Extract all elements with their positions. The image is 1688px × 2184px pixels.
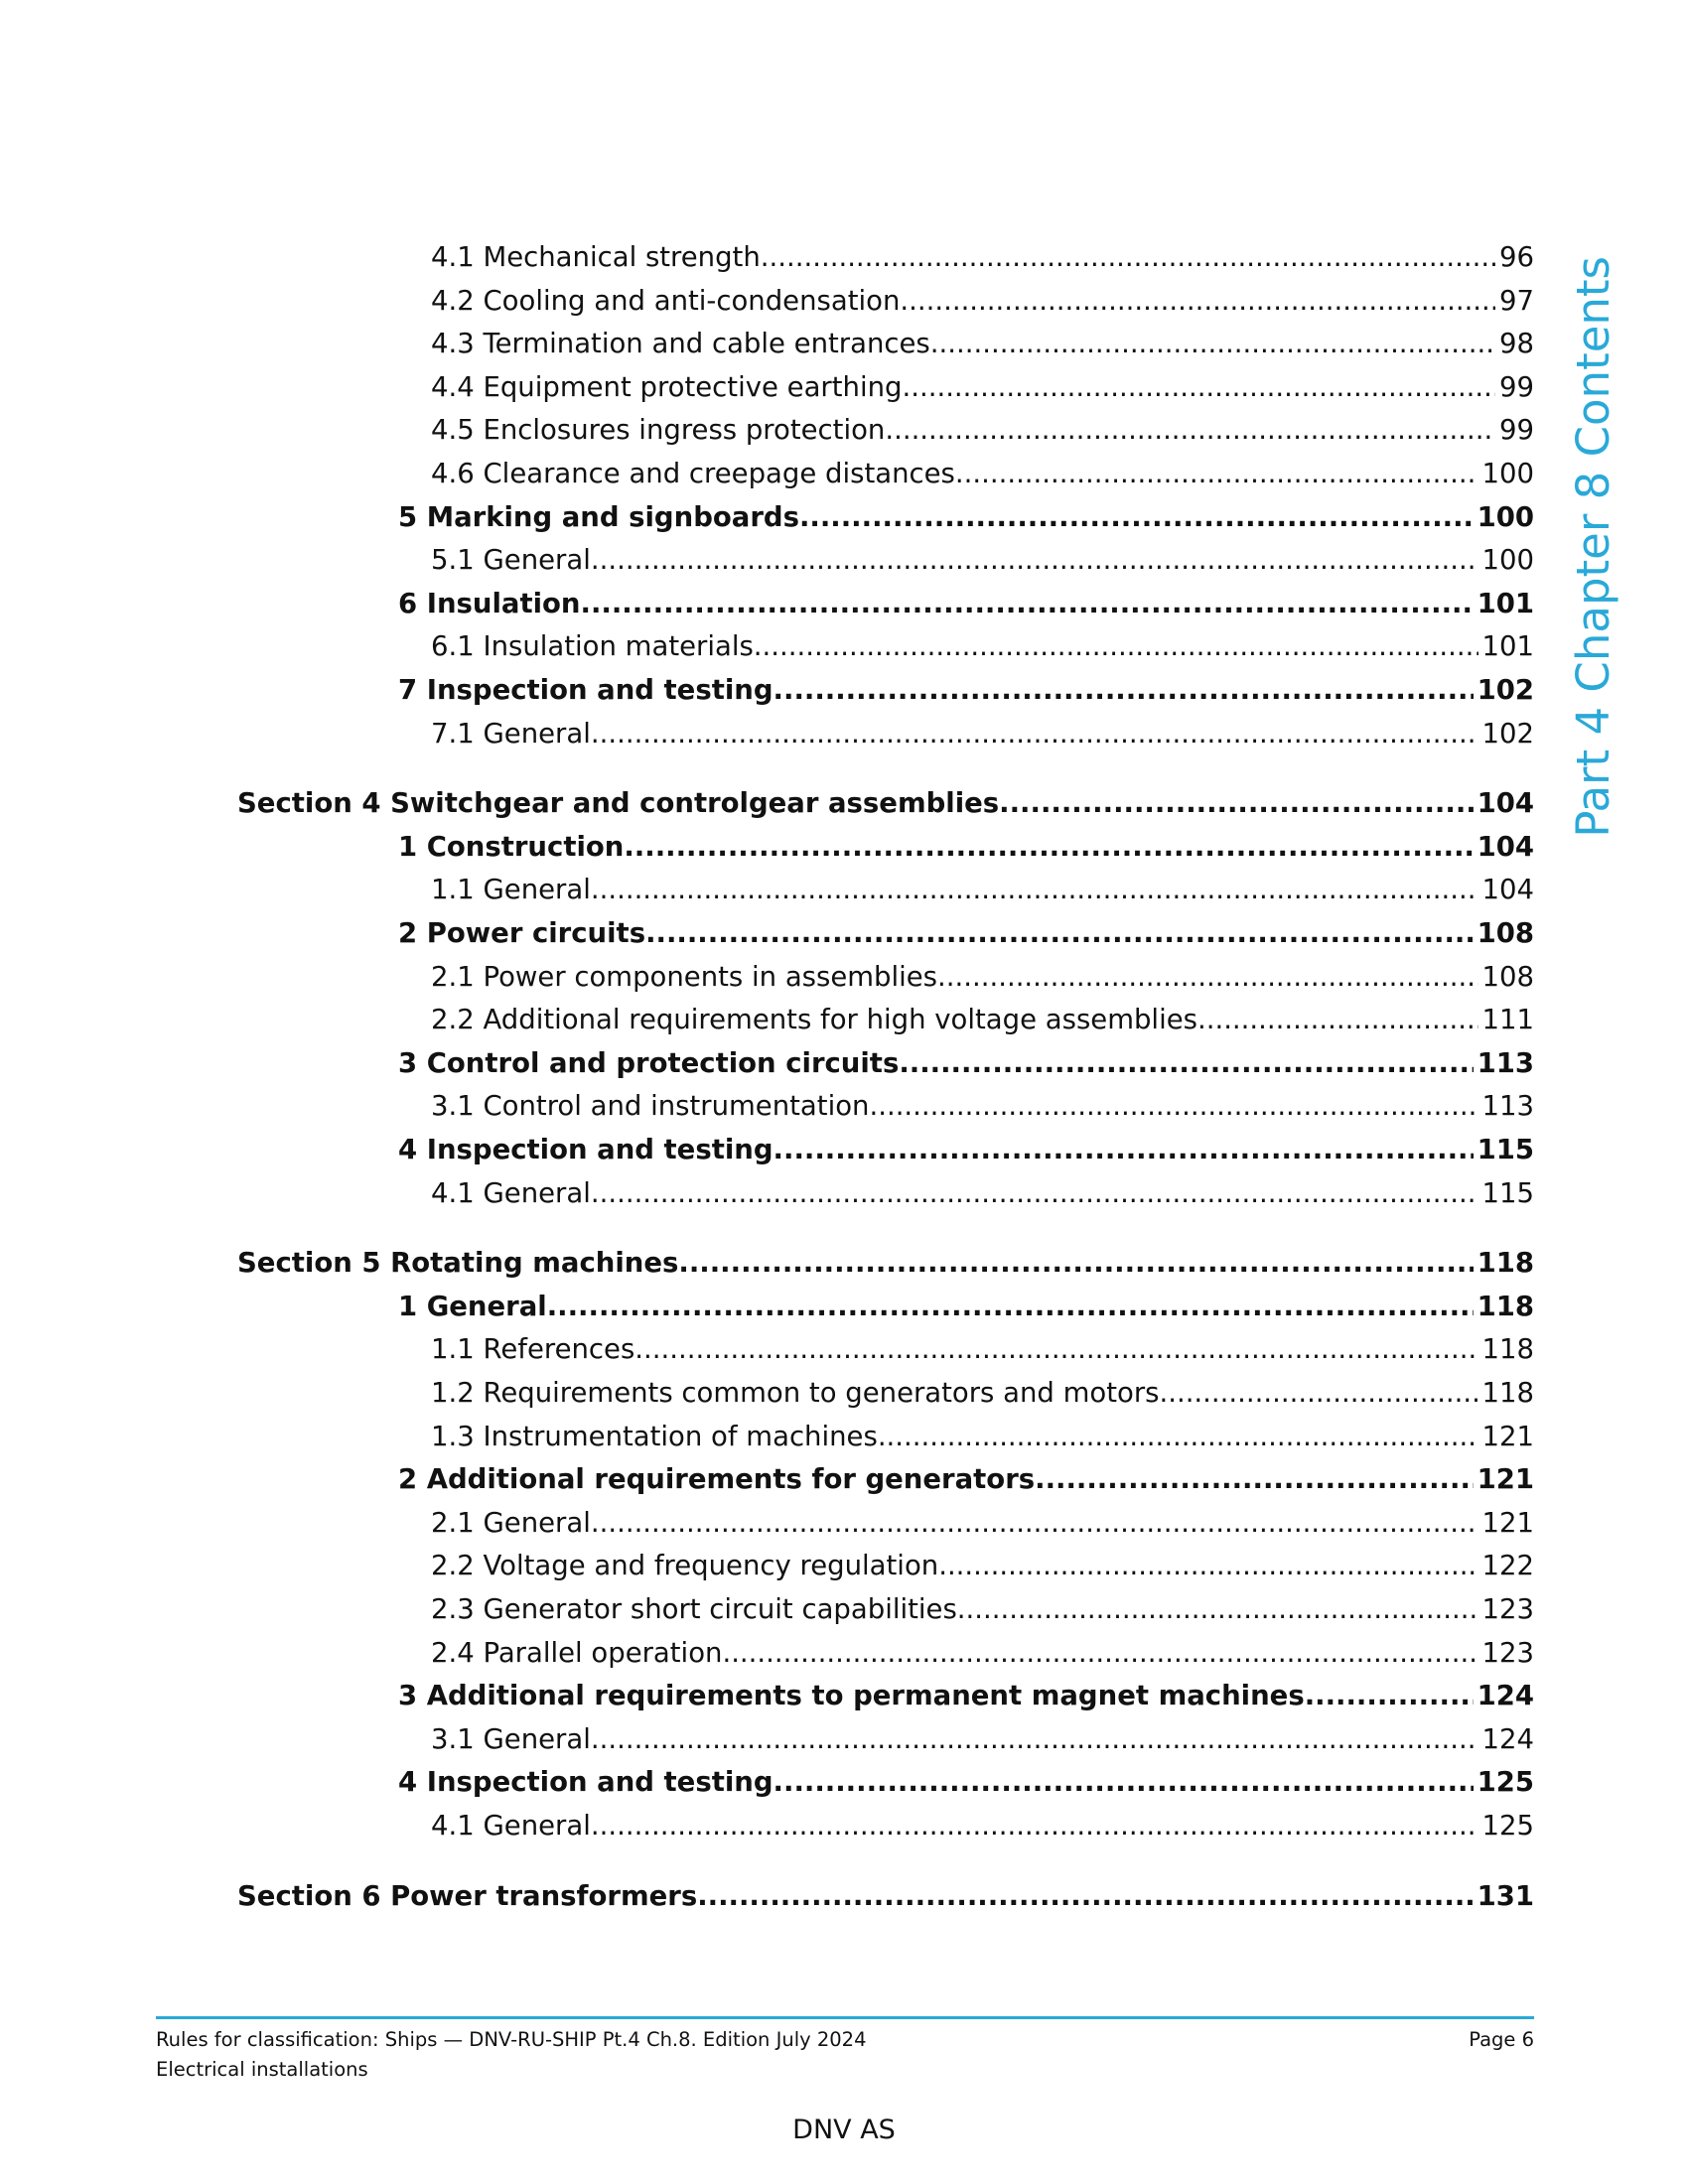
toc-entry-title: 1.3 Instrumentation of machines bbox=[431, 1420, 878, 1452]
toc-subsection-entry[interactable] bbox=[431, 283, 1534, 319]
toc-dot-leader bbox=[591, 1721, 1478, 1757]
toc-entry-title: 4 Inspection and testing bbox=[398, 1766, 774, 1799]
toc-dot-leader bbox=[624, 829, 1473, 865]
toc-entry-page: 98 bbox=[1499, 328, 1534, 360]
toc-dot-leader bbox=[634, 1331, 1477, 1367]
toc-dot-leader bbox=[591, 716, 1478, 751]
toc-entry-title: 2.2 Voltage and frequency regulation bbox=[431, 1550, 939, 1582]
toc-chapter-entry[interactable] bbox=[398, 1289, 1534, 1324]
toc-entry-page: 118 bbox=[1481, 1333, 1534, 1366]
toc-entry-title: 2.4 Parallel operation bbox=[431, 1636, 723, 1669]
toc-entry-page: 100 bbox=[1477, 500, 1534, 533]
toc-subsection-entry[interactable] bbox=[431, 1548, 1534, 1583]
side-chapter-label bbox=[1564, 256, 1623, 842]
toc-subsection-entry[interactable] bbox=[431, 1635, 1534, 1671]
toc-dot-leader bbox=[761, 239, 1495, 275]
toc-dot-leader bbox=[591, 872, 1478, 907]
toc-subsection-entry[interactable] bbox=[431, 412, 1534, 448]
toc-entry-title: Section 6 Power transformers bbox=[237, 1879, 698, 1912]
toc-chapter-entry[interactable] bbox=[398, 672, 1534, 708]
toc-entry-page: 113 bbox=[1481, 1090, 1534, 1123]
toc-subsection-entry[interactable] bbox=[431, 1375, 1534, 1411]
toc-entry-title: 6 Insulation bbox=[398, 587, 581, 619]
toc-entry-page: 99 bbox=[1499, 414, 1534, 447]
toc-entry-page: 99 bbox=[1499, 370, 1534, 403]
toc-entry-page: 104 bbox=[1477, 787, 1534, 820]
toc-subsection-entry[interactable] bbox=[431, 959, 1534, 995]
toc-subsection-entry[interactable] bbox=[431, 1088, 1534, 1124]
toc-entry-page: 113 bbox=[1477, 1046, 1534, 1079]
toc-dot-leader bbox=[697, 1878, 1473, 1914]
toc-subsection-entry[interactable] bbox=[431, 239, 1534, 275]
toc-dot-leader bbox=[878, 1419, 1478, 1454]
toc-dot-leader bbox=[957, 1591, 1478, 1627]
toc-entry-page: 121 bbox=[1477, 1463, 1534, 1496]
footer-rule bbox=[156, 2016, 1534, 2019]
side-chapter-label-text: Part 4 Chapter 8 Contents bbox=[1567, 256, 1619, 838]
toc-entry-page: 118 bbox=[1481, 1377, 1534, 1409]
toc-entry-page: 100 bbox=[1481, 544, 1534, 577]
footer-company: DNV AS bbox=[792, 2115, 896, 2145]
toc-dot-leader bbox=[754, 628, 1478, 664]
toc-entry-title: 4.5 Enclosures ingress protection bbox=[431, 414, 886, 447]
toc-dot-leader bbox=[591, 1505, 1478, 1541]
toc-subsection-entry[interactable] bbox=[431, 1721, 1534, 1757]
toc-dot-leader bbox=[581, 586, 1474, 621]
toc-dot-leader bbox=[899, 1045, 1473, 1081]
footer-document-title: Rules for classification: Ships — DNV-RU-SHIP Pt.4 Ch.8. Edition July 2024 bbox=[156, 2028, 867, 2051]
toc-chapter-entry[interactable] bbox=[398, 829, 1534, 865]
toc-entry-title: 1.1 General bbox=[431, 874, 591, 906]
toc-dot-leader bbox=[547, 1289, 1474, 1324]
toc-entry-title: 2.3 Generator short circuit capabilities bbox=[431, 1593, 957, 1625]
toc-entry-title: 2 Power circuits bbox=[398, 917, 646, 949]
toc-dot-leader bbox=[591, 542, 1478, 578]
toc-entry-title: 4.4 Equipment protective earthing bbox=[431, 370, 903, 403]
toc-entry-page: 121 bbox=[1481, 1506, 1534, 1539]
toc-entry-title: 5.1 General bbox=[431, 544, 591, 577]
toc-entry-title: Section 5 Rotating machines bbox=[237, 1247, 679, 1280]
toc-entry-title: 1 Construction bbox=[398, 830, 625, 863]
toc-dot-leader bbox=[774, 1764, 1474, 1800]
toc-entry-page: 125 bbox=[1477, 1766, 1534, 1799]
toc-entry-page: 111 bbox=[1481, 1004, 1534, 1036]
toc-entry-title: 4.1 General bbox=[431, 1810, 591, 1842]
toc-entry-title: 6.1 Insulation materials bbox=[431, 630, 754, 663]
toc-entry-page: 108 bbox=[1481, 960, 1534, 993]
toc-entry-title: 1.2 Requirements common to generators and motors bbox=[431, 1377, 1160, 1409]
toc-chapter-entry[interactable] bbox=[398, 499, 1534, 535]
toc-entry-page: 96 bbox=[1499, 241, 1534, 273]
toc-subsection-entry[interactable] bbox=[431, 1175, 1534, 1211]
toc-dot-leader bbox=[938, 1548, 1477, 1583]
toc-dot-leader bbox=[1197, 1002, 1478, 1037]
toc-section-entry[interactable] bbox=[237, 1245, 1534, 1281]
toc-entry-page: 122 bbox=[1481, 1550, 1534, 1582]
toc-chapter-entry[interactable] bbox=[398, 1461, 1534, 1497]
toc-entry-title: 4.3 Termination and cable entrances bbox=[431, 328, 930, 360]
toc-dot-leader bbox=[885, 412, 1495, 448]
toc-subsection-entry[interactable] bbox=[431, 872, 1534, 907]
toc-entry-page: 101 bbox=[1477, 587, 1534, 619]
toc-chapter-entry[interactable] bbox=[398, 1764, 1534, 1800]
toc-section-entry[interactable] bbox=[237, 1878, 1534, 1914]
toc-dot-leader bbox=[900, 283, 1495, 319]
toc-entry-title: 4.1 Mechanical strength bbox=[431, 241, 761, 273]
toc-entry-page: 102 bbox=[1477, 674, 1534, 706]
toc-chapter-entry[interactable] bbox=[398, 1132, 1534, 1167]
footer-page-number: Page 6 bbox=[1469, 2028, 1534, 2051]
toc-entry-page: 104 bbox=[1481, 874, 1534, 906]
toc-entry-title: 4.6 Clearance and creepage distances bbox=[431, 458, 955, 489]
toc-entry-title: 3 Control and protection circuits bbox=[398, 1046, 900, 1079]
toc-subsection-entry[interactable] bbox=[431, 628, 1534, 664]
toc-dot-leader bbox=[1305, 1678, 1474, 1713]
toc-entry-title: 4 Inspection and testing bbox=[398, 1134, 774, 1165]
toc-entry-title: 5 Marking and signboards bbox=[398, 500, 799, 533]
toc-entry-title: 4.1 General bbox=[431, 1176, 591, 1209]
toc-entry-page: 124 bbox=[1477, 1680, 1534, 1712]
toc-entry-title: 2.1 Power components in assemblies bbox=[431, 960, 938, 993]
toc-entry-title: 7.1 General bbox=[431, 717, 591, 750]
toc-entry-page: 101 bbox=[1481, 630, 1534, 663]
toc-subsection-entry[interactable] bbox=[431, 1505, 1534, 1541]
toc-entry-title: 1.1 References bbox=[431, 1333, 635, 1366]
toc-subsection-entry[interactable] bbox=[431, 1808, 1534, 1843]
toc-chapter-entry[interactable] bbox=[398, 586, 1534, 621]
toc-chapter-entry[interactable] bbox=[398, 915, 1534, 951]
toc-dot-leader bbox=[645, 915, 1474, 951]
toc-dot-leader bbox=[799, 499, 1474, 535]
toc-dot-leader bbox=[1035, 1461, 1473, 1497]
toc-dot-leader bbox=[774, 672, 1474, 708]
toc-subsection-entry[interactable] bbox=[431, 1331, 1534, 1367]
toc-entry-title: 4.2 Cooling and anti-condensation bbox=[431, 284, 901, 317]
toc-entry-page: 124 bbox=[1481, 1722, 1534, 1755]
toc-dot-leader bbox=[774, 1132, 1474, 1167]
toc-entry-page: 118 bbox=[1477, 1290, 1534, 1322]
toc-dot-leader bbox=[722, 1635, 1477, 1671]
toc-dot-leader bbox=[591, 1175, 1478, 1211]
toc-entry-page: 100 bbox=[1481, 458, 1534, 489]
toc-dot-leader bbox=[678, 1245, 1473, 1281]
toc-chapter-entry[interactable] bbox=[398, 1678, 1534, 1713]
toc-subsection-entry[interactable] bbox=[431, 542, 1534, 578]
toc-dot-leader bbox=[937, 959, 1477, 995]
toc-dot-leader bbox=[955, 456, 1478, 491]
toc-subsection-entry[interactable] bbox=[431, 1002, 1534, 1037]
toc-entry-page: 131 bbox=[1477, 1879, 1534, 1912]
toc-entry-page: 104 bbox=[1477, 830, 1534, 863]
toc-entry-page: 102 bbox=[1481, 717, 1534, 750]
toc-entry-title: 2 Additional requirements for generators bbox=[398, 1463, 1036, 1496]
toc-subsection-entry[interactable] bbox=[431, 326, 1534, 361]
toc-entry-title: 3.1 General bbox=[431, 1722, 591, 1755]
toc-entry-title: Section 4 Switchgear and controlgear assemblies bbox=[237, 787, 1000, 820]
toc-dot-leader bbox=[930, 326, 1495, 361]
toc-entry-page: 115 bbox=[1477, 1134, 1534, 1165]
toc-entry-page: 123 bbox=[1481, 1636, 1534, 1669]
toc-dot-leader bbox=[1159, 1375, 1477, 1411]
toc-chapter-entry[interactable] bbox=[398, 1045, 1534, 1081]
toc-entry-title: 3.1 Control and instrumentation bbox=[431, 1090, 870, 1123]
toc-section-entry[interactable] bbox=[237, 785, 1534, 821]
toc-entry-page: 123 bbox=[1481, 1593, 1534, 1625]
toc-subsection-entry[interactable] bbox=[431, 369, 1534, 405]
toc-subsection-entry[interactable] bbox=[431, 456, 1534, 491]
toc-subsection-entry[interactable] bbox=[431, 716, 1534, 751]
toc-subsection-entry[interactable] bbox=[431, 1591, 1534, 1627]
footer-document-subtitle: Electrical installations bbox=[156, 2058, 368, 2081]
toc-entry-title: 1 General bbox=[398, 1290, 547, 1322]
toc-dot-leader bbox=[999, 785, 1473, 821]
toc-entry-title: 2.2 Additional requirements for high voltage assemblies bbox=[431, 1004, 1197, 1036]
toc-entry-title: 3 Additional requirements to permanent magnet machines bbox=[398, 1680, 1305, 1712]
toc-entry-page: 97 bbox=[1499, 284, 1534, 317]
toc-entry-page: 108 bbox=[1477, 917, 1534, 949]
toc-dot-leader bbox=[591, 1808, 1478, 1843]
toc-entry-title: 7 Inspection and testing bbox=[398, 674, 774, 706]
toc-entry-page: 125 bbox=[1481, 1810, 1534, 1842]
toc-entry-page: 118 bbox=[1477, 1247, 1534, 1280]
toc-dot-leader bbox=[869, 1088, 1477, 1124]
toc-entry-page: 121 bbox=[1481, 1420, 1534, 1452]
toc-dot-leader bbox=[902, 369, 1495, 405]
toc-entry-title: 2.1 General bbox=[431, 1506, 591, 1539]
toc-subsection-entry[interactable] bbox=[431, 1419, 1534, 1454]
toc-entry-page: 115 bbox=[1481, 1176, 1534, 1209]
